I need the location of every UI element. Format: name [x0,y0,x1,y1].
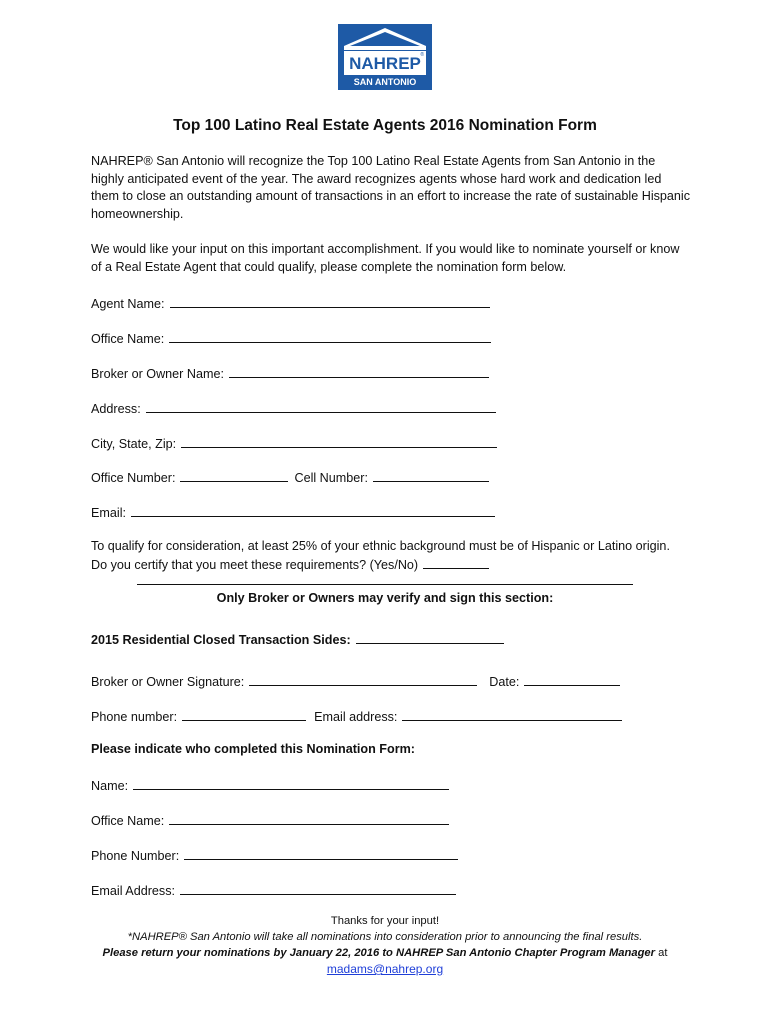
logo-name: NAHREP [349,54,421,73]
cell-number-input-line[interactable] [373,468,489,482]
completer-office-input-line[interactable] [169,811,449,825]
completer-email-input-line[interactable] [180,881,456,895]
completer-phone-input-line[interactable] [184,846,458,860]
city-state-zip-field [91,434,497,452]
completer-name-label: Name: [91,779,129,793]
closed-sides-input-line[interactable] [356,630,504,644]
closed-sides-field [91,630,504,648]
logo-city: SAN ANTONIO [353,77,417,87]
return-instructions [0,945,770,961]
contact-email-row [0,961,770,978]
qualify-text: To qualify for consideration, at least 25% of your ethnic background must be of Hispanic or Latino origin. [91,539,670,553]
form-title: Top 100 Latino Real Estate Agents 2016 Nomination Form [173,117,597,134]
completer-name-input-line[interactable] [133,776,449,790]
completer-office-label: Office Name: [91,814,165,828]
address-input-line[interactable] [146,399,496,413]
broker-owner-name-label: Broker or Owner Name: [91,367,224,381]
return-deadline-text: Please return your nominations by January 22, 2016 to NAHREP San Antonio Chapter Program Manager [102,947,655,959]
verify-heading: Only Broker or Owners may verify and sign this section: [216,591,554,605]
office-number-input-line[interactable] [180,468,288,482]
date-label: Date: [489,675,520,689]
request-paragraph: We would like your input on this important accomplishment. If you would like to nominate yourself or know of a Real Estate Agent that could qualify, please complete the nomination form below. [91,242,680,274]
completer-phone-field [91,846,458,864]
completer-name-field [91,776,449,794]
address-label: Address: [91,402,141,416]
city-state-zip-label: City, State, Zip: [91,437,177,451]
logo-registered-mark: ® [420,52,424,58]
broker-email-input-line[interactable] [402,707,622,721]
office-name-label: Office Name: [91,332,165,346]
section-divider [137,584,633,585]
completer-office-field [91,811,449,829]
nominations-note: *NAHREP® San Antonio will take all nominations into consideration prior to announcing the final results. [127,931,643,943]
email-label: Email: [91,506,126,520]
contact-email-link[interactable]: madams@nahrep.org [326,962,444,976]
agent-name-label: Agent Name: [91,297,165,311]
certify-question: Do you certify that you meet these requirements? (Yes/No) [91,558,419,572]
signature-label: Broker or Owner Signature: [91,675,245,689]
office-number-label: Office Number: [91,471,176,485]
certify-input-line[interactable] [423,555,489,569]
broker-owner-name-field [91,364,489,382]
signature-field [91,672,620,690]
closed-sides-label: 2015 Residential Closed Transaction Sides: [91,633,351,647]
broker-email-label: Email address: [314,710,398,724]
office-name-field [91,329,491,347]
broker-owner-name-input-line[interactable] [229,364,489,378]
email-field [91,503,495,521]
signature-input-line[interactable] [249,672,477,686]
return-at-text: at [658,947,668,959]
city-state-zip-input-line[interactable] [181,434,497,448]
completer-email-field [91,881,456,899]
certify-field [91,555,489,573]
cell-number-label: Cell Number: [294,471,368,485]
broker-phone-label: Phone number: [91,710,178,724]
completer-heading: Please indicate who completed this Nomination Form: [91,742,415,756]
phone-numbers-field [91,468,489,486]
completer-phone-label: Phone Number: [91,849,180,863]
intro-paragraph: NAHREP® San Antonio will recognize the Top 100 Latino Real Estate Agents from San Antonio in the highly anticipated event of the year. The award recognizes agents whose hard work and dedication led them to close an outstanding amount of transactions in an effort to increase the rate of sustainable Hispanic homeownership. [91,154,691,221]
nahrep-logo [338,24,432,90]
email-input-line[interactable] [131,503,495,517]
date-input-line[interactable] [524,672,620,686]
address-field [91,399,496,417]
agent-name-field [91,294,490,312]
completer-email-label: Email Address: [91,884,175,898]
office-name-input-line[interactable] [169,329,491,343]
broker-phone-input-line[interactable] [182,707,306,721]
broker-contact-field [91,707,622,725]
thanks-text: Thanks for your input! [330,915,440,927]
agent-name-input-line[interactable] [170,294,490,308]
